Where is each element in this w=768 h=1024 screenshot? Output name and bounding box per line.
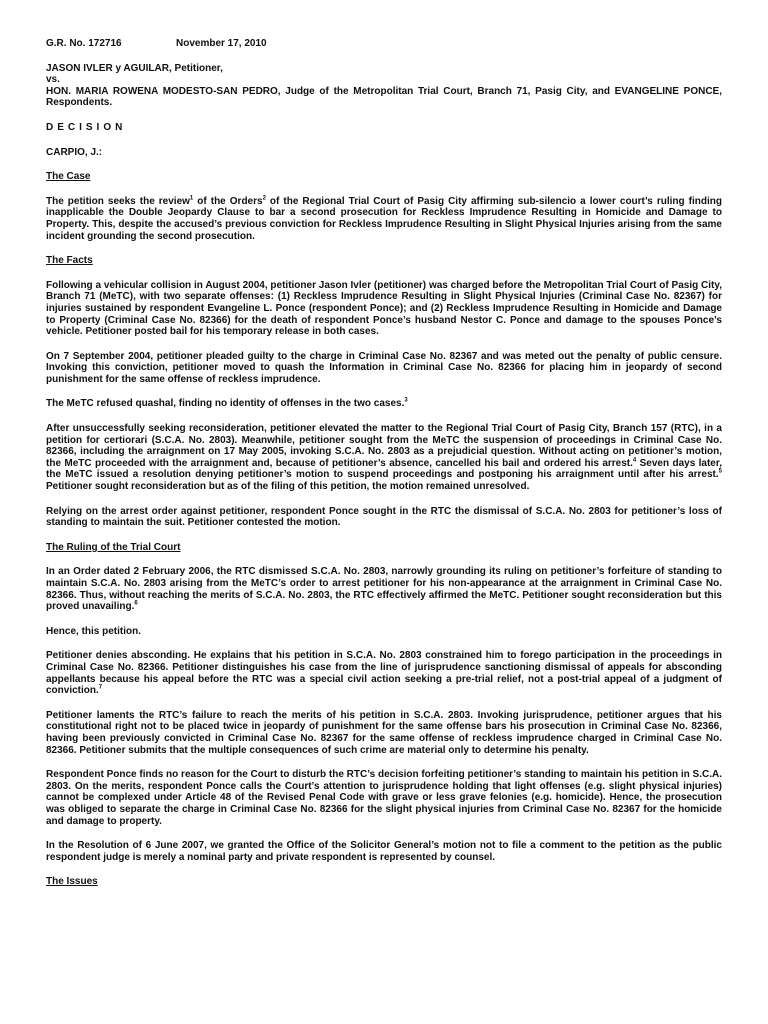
footnote-ref[interactable]: 2: [262, 195, 266, 202]
respondents-line: HON. MARIA ROWENA MODESTO-SAN PEDRO, Judge of the Metropolitan Trial Court, Branch 71, Pasig City, and EVANGELINE PONCE, Respondents.: [46, 85, 722, 109]
footnote-ref[interactable]: 6: [134, 600, 138, 607]
section-heading-the-facts: The Facts: [46, 255, 93, 267]
footnote-ref[interactable]: 5: [718, 469, 722, 476]
paragraph: Following a vehicular collision in August 2004, petitioner Jason Ivler (petitioner) was charged before the Metropolitan Trial Court of Pasig City, Branch 71 (MeTC), with two separate offenses: (1) Reckless Imprudence Resulting in Slight Physical Injuries (Criminal Case No. 82367) for injuries sustained by respondent Evangeline L. Ponce (respondent Ponce); and (2) Reckless Imprudence Resulting in Homicide and Damage to Property (Criminal Case No. 82366) for the death of respondent Ponce’s husband Nestor C. Ponce and damage to the spouses Ponce’s vehicle. Petitioner posted bail for his temporary release in both cases.: [46, 279, 722, 338]
ponente: CARPIO, J.:: [46, 146, 103, 158]
versus-line: vs.: [46, 74, 60, 86]
footnote-ref[interactable]: 3: [404, 398, 408, 405]
paragraph: On 7 September 2004, petitioner pleaded guilty to the charge in Criminal Case No. 82367 and was meted out the penalty of public censure. Invoking this conviction, petitioner moved to quash the Information in Criminal Case No. 82366 for placing him in jeopardy of second punishment for the same offense of reckless imprudence.: [46, 350, 722, 385]
footnote-ref[interactable]: 7: [98, 684, 103, 691]
petitioner-line: JASON IVLER y AGUILAR, Petitioner,: [46, 62, 223, 74]
paragraph: In the Resolution of 6 June 2007, we granted the Office of the Solicitor General’s motion not to file a comment to the petition as the public respondent judge is merely a nominal party and private respondent is represented by counsel.: [46, 840, 722, 863]
paragraph: After unsuccessfully seeking reconsideration, petitioner elevated the matter to the Regional Trial Court of Pasig City, Branch 157 (RTC), in a petition for certiorari (S.C.A. No. 2803). Meanwhile, petitioner sought from the MeTC the suspension of proceedings in Criminal Case No. 82366, including the arraignment on 17 May 2005, invoking S.C.A. No. 2803 as a prejudicial question. Without acting on petitioner’s motion, the MeTC proceeded with the arraignment and, because of petitioner’s absence, cancelled his bail and ordered his arrest.$^4$ Seven days later, the MeTC issued a resolution denying petitioner’s motion to suspend proceedings and postponing his arraignment until after his arrest.$^5$ Petitioner sought reconsideration but as of the filing of this petition, the motion remained unresolved.: [46, 423, 722, 493]
paragraph: Relying on the arrest order against petitioner, respondent Ponce sought in the RTC the dismissal of S.C.A. No. 2803 for petitioner’s loss of standing to maintain the suit. Petitioner contested the motion.: [46, 505, 722, 529]
paragraph: Petitioner laments the RTC’s failure to reach the merits of his petition in S.C.A. 2803. Invoking jurisprudence, petitioner argues that his constitutional right not to be placed twice in jeopardy of punishment for the same offense bars his prosecution in Criminal Case No. 82366, having been previously convicted in Criminal Case No. 82367 for the same offense of reckless imprudence charged in Criminal Case No. 82366. Petitioner submits that the multiple consequences of such crime are material only to determine his penalty.: [46, 709, 722, 756]
paragraph: The petition seeks the review$^1$ of the Orders$^2$ of the Regional Trial Court of Pasig City affirming sub-silencio a lower court’s ruling finding inapplicable the Double Jeopardy Clause to bar a second prosecution for Reckless Imprudence Resulting in Homicide and Damage to Property. This, despite the accused’s previous conviction for Reckless Imprudence Resulting in Slight Physical Injuries arising from the same incident grounding the second prosecution.: [46, 195, 722, 242]
parties: [46, 63, 722, 109]
paragraph: Hence, this petition.: [46, 625, 142, 637]
decision-date: November 17, 2010: [176, 38, 267, 49]
paragraph: In an Order dated 2 February 2006, the RTC dismissed S.C.A. No. 2803, narrowly grounding its ruling on petitioner’s forfeiture of standing to maintain S.C.A. No. 2803 arising from the MeTC’s order to arrest petitioner for his non-appearance at the arraignment in Criminal Case No. 82366. Thus, without reaching the merits of S.C.A. No. 2803, the RTC effectively affirmed the MeTC. Petitioner sought reconsideration but this proved unavailing.$^6$: [46, 566, 722, 613]
gr-number: G.R. No. 172716: [46, 38, 122, 49]
section-heading-the-case: The Case: [46, 171, 91, 183]
case-header: [46, 38, 722, 50]
paragraph: The MeTC refused quashal, finding no identity of offenses in the two cases.$^3$: [46, 398, 408, 410]
footnote-ref[interactable]: 4: [632, 457, 637, 464]
paragraph: Petitioner denies absconding. He explains that his petition in S.C.A. No. 2803 constrained him to forego participation in the proceedings in Criminal Case No. 82366. Petitioner distinguishes his case from the line of jurisprudence sanctioning dismissal of appeals for absconding appellants because his appeal before the RTC was a special civil action seeking a pre-trial relief, not a post-trial appeal of a judgment of conviction.$^7$: [46, 650, 722, 697]
decision-title: DECISION: [46, 121, 127, 133]
footnote-ref[interactable]: 1: [189, 195, 194, 202]
paragraph: Respondent Ponce finds no reason for the Court to disturb the RTC’s decision forfeiting petitioner’s standing to maintain his petition in S.C.A. 2803. On the merits, respondent Ponce calls the Court’s attention to jurisprudence holding that light offenses (e.g. slight physical injuries) cannot be complexed under Article 48 of the Revised Penal Code with grave or less grave felonies (e.g. homicide). Hence, the prosecution was obliged to separate the charge in Criminal Case No. 82366 for the slight physical injuries from Criminal Case No. 82367 for the homicide and damage to property.: [46, 769, 722, 827]
section-heading-ruling-trial-court: The Ruling of the Trial Court: [46, 541, 181, 553]
section-heading-the-issues: The Issues: [46, 876, 98, 888]
